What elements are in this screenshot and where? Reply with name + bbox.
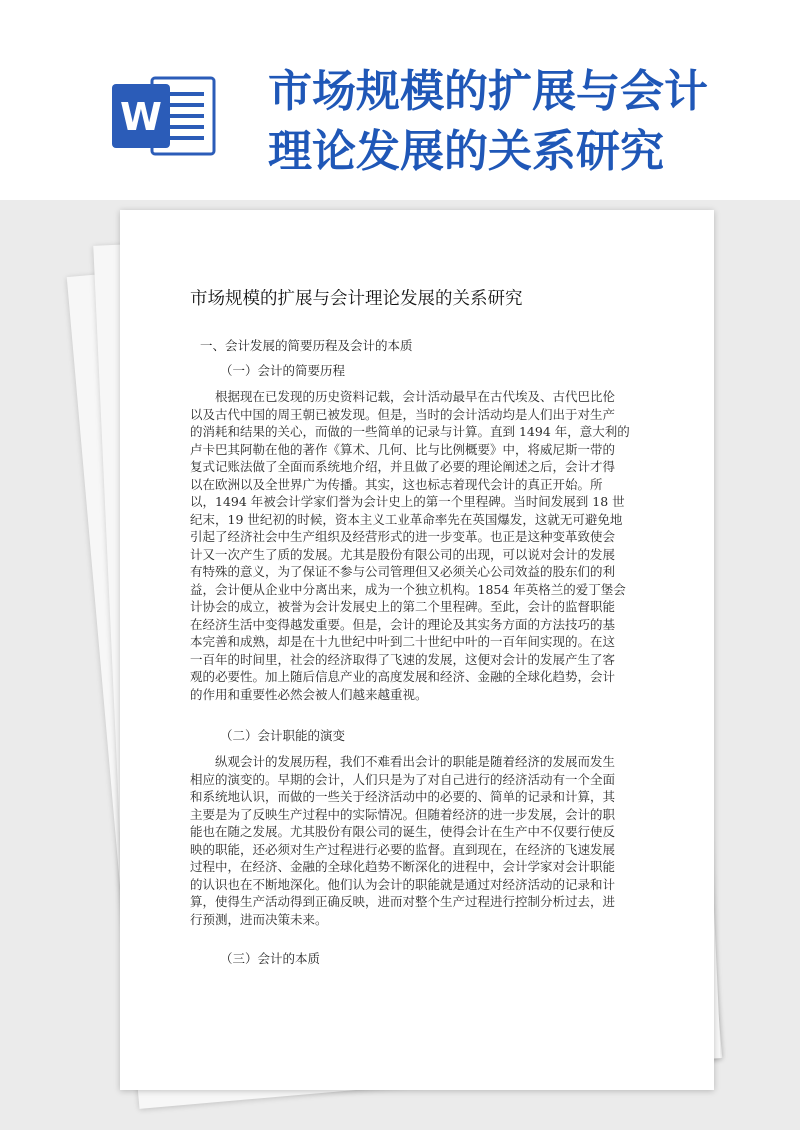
paragraph-line: 在经济生活中变得越发重要。但是，会计的理论及其实务方面的方法技巧的基 xyxy=(190,616,616,632)
paragraph-line: 的消耗和结果的关心，而做的一些简单的记录与计算。直到 1494 年，意大利的 xyxy=(190,424,630,439)
paragraph-line: 主要是为了反映生产过程中的实际情况。但随着经济的进一步发展，会计的职 xyxy=(190,806,616,822)
banner-title-line-1: 市场规模的扩展与会计 xyxy=(268,66,708,117)
paragraph-line: 过程中，在经济、金融的全球化趋势不断深化的进程中，会计学家对会计职能 xyxy=(190,859,616,874)
banner-title xyxy=(268,62,788,182)
paragraph-line: 有特殊的意义，为了保证不参与公司管理但又必须关心公司效益的股东们的利 xyxy=(190,564,616,579)
paragraph-line: 以及古代中国的周王朝已被发现。但是，当时的会计活动均是人们出于对生产 xyxy=(190,406,616,422)
section-heading-1: 一、会计发展的简要历程及会计的本质 xyxy=(200,338,413,353)
paragraph-line: 计协会的成立，被誉为会计发展史上的第二个里程碑。至此，会计的监督职能 xyxy=(190,599,616,614)
paragraph-line: 和系统地认识，而做的一些关于经济活动中的必要的、简单的记录和计算，其 xyxy=(190,789,616,804)
paragraph-line: 的作用和重要性必然会被人们越来越重视。 xyxy=(190,686,428,702)
paragraph-line: 计又一次产生了质的发展。尤其是股份有限公司的出现，可以说对会计的发展 xyxy=(190,546,616,562)
paragraph-line: 纪末，19 世纪初的时候，资本主义工业革命率先在英国爆发，这就无可避免地 xyxy=(190,511,623,527)
paragraph-line: 观的必要性。加上随后信息产业的高度发展和经济、金融的全球化趋势，会计 xyxy=(190,669,616,684)
subsection-heading-3: （三）会计的本质 xyxy=(220,951,321,966)
document-page xyxy=(120,210,714,1090)
paragraph-line: 行预测，进而决策未来。 xyxy=(190,911,328,927)
document-title: 市场规模的扩展与会计理论发展的关系研究 xyxy=(190,289,523,309)
banner-title-line-2: 理论发展的关系研究 xyxy=(268,126,664,177)
subsection-heading-2: （二）会计职能的演变 xyxy=(220,728,346,743)
paragraph-1 xyxy=(190,388,644,703)
paragraph-line: 一百年的时间里，社会的经济取得了飞速的发展，这便对会计的发展产生了客 xyxy=(190,651,616,667)
logo-letter: W xyxy=(120,95,162,139)
paragraph-line: 本完善和成熟，却是在十九世纪中叶到二十世纪中叶的一百年间实现的。在这 xyxy=(190,634,616,649)
paragraph-line: 映的职能，还必须对生产过程进行必要的监督。直到现在，在经济的飞速发展 xyxy=(190,841,616,857)
paragraph-line: 引起了经济社会中生产组织及经营形式的进一步变革。也正是这种变革致使会 xyxy=(190,529,616,544)
subsection-heading-1: （一）会计的简要历程 xyxy=(220,363,346,378)
microsoft-word-icon xyxy=(108,70,218,160)
paragraph-line: 卢卡巴其阿勒在他的著作《算术、几何、比与比例概要》中，将威尼斯一带的 xyxy=(190,441,616,457)
paragraph-line: 以在欧洲以及全世界广为传播。其实，这也标志着现代会计的真正开始。所 xyxy=(190,476,603,492)
banner xyxy=(0,0,800,200)
paragraph-line: 根据现在已发现的历史资料记载，会计活动最早在古代埃及、古代巴比伦 xyxy=(215,389,616,404)
paragraph-line: 以，1494 年被会计学家们誉为会计史上的第一个里程碑。当时间发展到 18 世 xyxy=(190,494,625,509)
paragraph-line: 相应的演变的。早期的会计，人们只是为了对自己进行的经济活动有一个全面 xyxy=(190,771,616,787)
paragraph-line: 的认识也在不断地深化。他们认为会计的职能就是通过对经济活动的记录和计 xyxy=(190,876,616,892)
paragraph-line: 益，会计便从企业中分离出来，成为一个独立机构。1854 年英格兰的爱丁堡会 xyxy=(190,581,626,597)
paragraph-line: 能也在随之发展。尤其股份有限公司的诞生，使得会计在生产中不仅要行使反 xyxy=(190,824,616,839)
paragraph-line: 复式记账法做了全面而系统地介绍，并且做了必要的理论阐述之后，会计才得 xyxy=(190,459,616,474)
paragraph-line: 算，使得生产活动得到正确反映，进而对整个生产过程进行控制分析过去，进 xyxy=(190,894,616,909)
paragraph-2 xyxy=(190,753,644,928)
paragraph-line: 纵观会计的发展历程，我们不难看出会计的职能是随着经济的发展而发生 xyxy=(215,754,616,769)
